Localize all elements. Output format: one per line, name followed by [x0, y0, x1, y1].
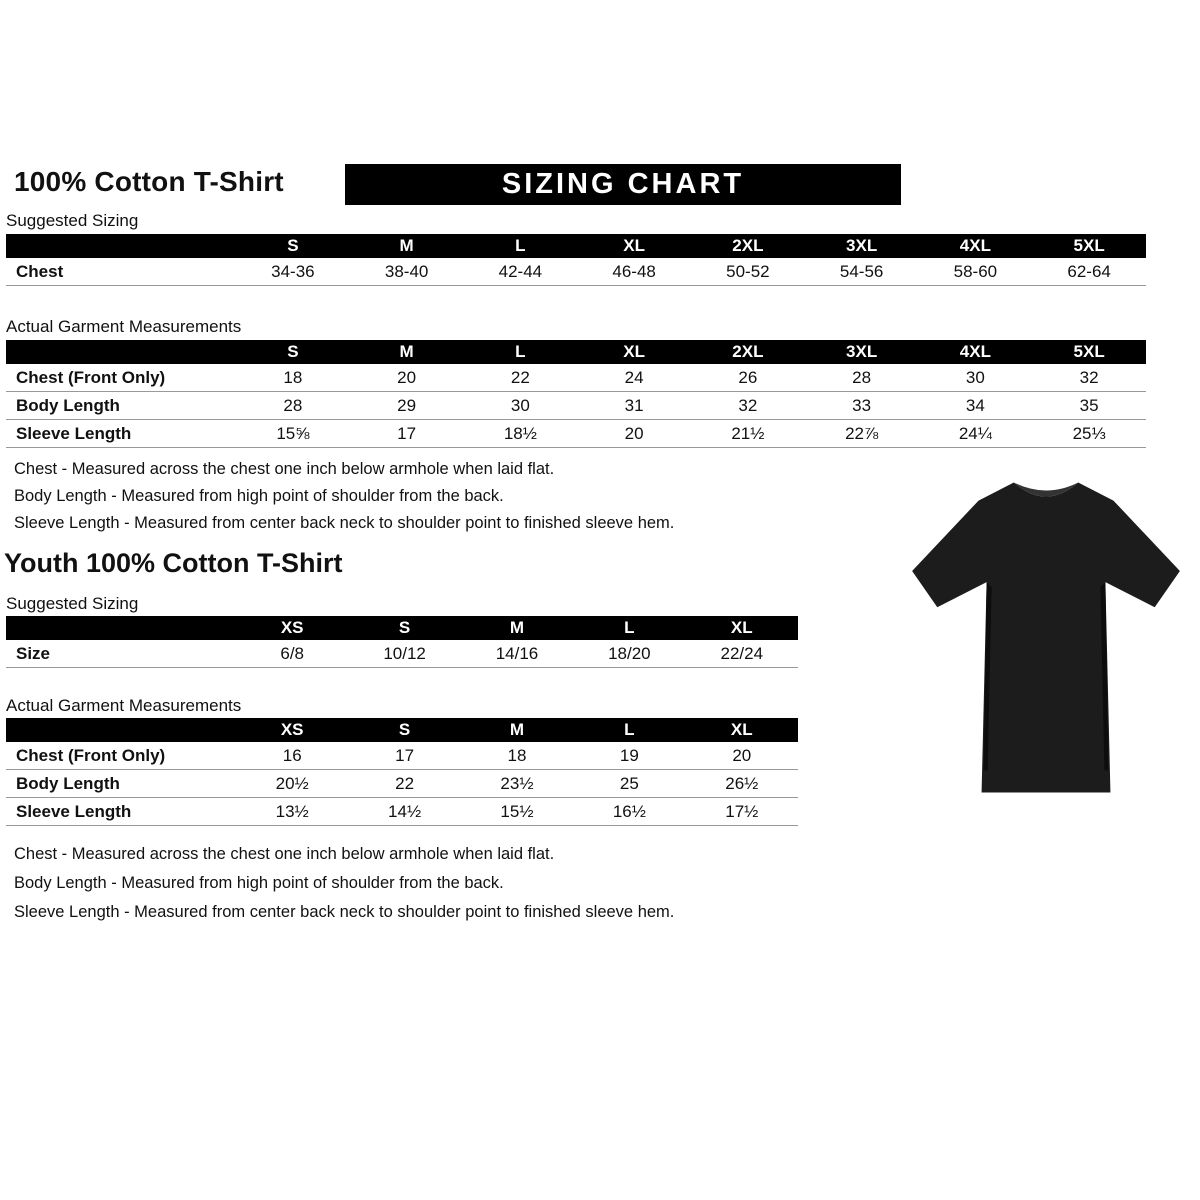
column-header-m: M: [350, 234, 464, 258]
column-header-2xl: 2XL: [691, 340, 805, 364]
youth-section-title: Youth 100% Cotton T-Shirt: [4, 548, 343, 578]
table-cell: 31: [577, 392, 691, 420]
table-cell: 20: [350, 364, 464, 392]
table-cell: 35: [1032, 392, 1146, 420]
table-cell: 58-60: [919, 258, 1033, 286]
table-cell: 20: [577, 420, 691, 448]
column-header-4xl: 4XL: [919, 234, 1033, 258]
table-cell: 26½: [686, 770, 798, 798]
table-cell: 18: [461, 742, 573, 770]
column-header-xs: XS: [236, 616, 348, 640]
column-header-3xl: 3XL: [805, 340, 919, 364]
column-header-xl: XL: [686, 616, 798, 640]
row-label: Body Length: [6, 770, 236, 798]
table-row: [6, 420, 1146, 448]
table-cell: 38-40: [350, 258, 464, 286]
youth-note-sleeve-length: Sleeve Length - Measured from center back neck to shoulder point to finished sleeve hem.: [14, 903, 675, 921]
table-cell: 15½: [461, 798, 573, 826]
table-row: [6, 258, 1146, 286]
column-header-m: M: [461, 616, 573, 640]
table-cell: 28: [805, 364, 919, 392]
table-cell: 20½: [236, 770, 348, 798]
column-header-2xl: 2XL: [691, 234, 805, 258]
table-cell: 22/24: [686, 640, 798, 668]
table-cell: 24: [577, 364, 691, 392]
table-row: [6, 392, 1146, 420]
table-header-row: [6, 616, 798, 640]
column-header-5xl: 5XL: [1032, 340, 1146, 364]
youth-suggested-sizing-table: [6, 616, 798, 668]
column-header-s: S: [348, 718, 460, 742]
table-cell: 16½: [573, 798, 685, 826]
adult-actual-measurements-label: Actual Garment Measurements: [6, 317, 242, 336]
table-cell: 20: [686, 742, 798, 770]
row-label: Chest: [6, 258, 236, 286]
youth-actual-measurements-label: Actual Garment Measurements: [6, 696, 242, 715]
table-header-row: [6, 340, 1146, 364]
table-cell: 22: [464, 364, 578, 392]
table-cell: 18½: [464, 420, 578, 448]
table-cell: 17½: [686, 798, 798, 826]
table-header-row: [6, 234, 1146, 258]
column-header-l: L: [464, 234, 578, 258]
table-cell: 6/8: [236, 640, 348, 668]
table-row: [6, 364, 1146, 392]
table-cell: 26: [691, 364, 805, 392]
table-row: [6, 640, 798, 668]
table-cell: 50-52: [691, 258, 805, 286]
tshirt-body-shape: [912, 482, 1180, 792]
table-cell: 13½: [236, 798, 348, 826]
column-header-l: L: [573, 616, 685, 640]
table-cell: 34-36: [236, 258, 350, 286]
column-header-4xl: 4XL: [919, 340, 1033, 364]
table-cell: 33: [805, 392, 919, 420]
table-cell: 17: [348, 742, 460, 770]
column-header-l: L: [464, 340, 578, 364]
row-label: Chest (Front Only): [6, 364, 236, 392]
table-cell: 22: [348, 770, 460, 798]
table-cell: 24¼: [919, 420, 1033, 448]
table-cell: 30: [919, 364, 1033, 392]
column-header-xl: XL: [577, 340, 691, 364]
column-header-xs: XS: [236, 718, 348, 742]
table-cell: 42-44: [464, 258, 578, 286]
column-header-s: S: [348, 616, 460, 640]
row-label: Sleeve Length: [6, 798, 236, 826]
table-cell: 17: [350, 420, 464, 448]
youth-note-chest: Chest - Measured across the chest one inch below armhole when laid flat.: [14, 845, 555, 863]
column-header-blank: [6, 616, 236, 640]
column-header-s: S: [236, 234, 350, 258]
table-cell: 18/20: [573, 640, 685, 668]
youth-suggested-sizing-label: Suggested Sizing: [6, 594, 139, 613]
table-cell: 25: [573, 770, 685, 798]
table-cell: 14/16: [461, 640, 573, 668]
table-cell: 19: [573, 742, 685, 770]
column-header-s: S: [236, 340, 350, 364]
adult-note-body-length: Body Length - Measured from high point of shoulder from the back.: [14, 487, 504, 505]
table-cell: 22⅞: [805, 420, 919, 448]
column-header-blank: [6, 340, 236, 364]
adult-note-sleeve-length: Sleeve Length - Measured from center back neck to shoulder point to finished sleeve hem.: [14, 514, 675, 532]
table-cell: 16: [236, 742, 348, 770]
table-cell: 34: [919, 392, 1033, 420]
table-cell: 25⅓: [1032, 420, 1146, 448]
page-title: 100% Cotton T-Shirt: [14, 166, 284, 197]
table-cell: 15⅝: [236, 420, 350, 448]
adult-actual-measurements-table: [6, 340, 1146, 448]
table-cell: 29: [350, 392, 464, 420]
table-row: [6, 798, 798, 826]
table-cell: 14½: [348, 798, 460, 826]
table-cell: 32: [1032, 364, 1146, 392]
row-label: Sleeve Length: [6, 420, 236, 448]
table-cell: 32: [691, 392, 805, 420]
row-label: Size: [6, 640, 236, 668]
sizing-chart-banner: SIZING CHART: [345, 164, 901, 205]
youth-actual-measurements-table: [6, 718, 798, 826]
table-cell: 23½: [461, 770, 573, 798]
table-cell: 21½: [691, 420, 805, 448]
adult-suggested-sizing-table: [6, 234, 1146, 286]
table-cell: 28: [236, 392, 350, 420]
youth-note-body-length: Body Length - Measured from high point of shoulder from the back.: [14, 874, 504, 892]
table-cell: 18: [236, 364, 350, 392]
table-cell: 54-56: [805, 258, 919, 286]
row-label: Chest (Front Only): [6, 742, 236, 770]
column-header-5xl: 5XL: [1032, 234, 1146, 258]
column-header-l: L: [573, 718, 685, 742]
adult-note-chest: Chest - Measured across the chest one inch below armhole when laid flat.: [14, 460, 555, 478]
tshirt-image: [895, 468, 1197, 816]
column-header-blank: [6, 718, 236, 742]
adult-suggested-sizing-label: Suggested Sizing: [6, 211, 139, 230]
table-row: [6, 770, 798, 798]
table-header-row: [6, 718, 798, 742]
column-header-xl: XL: [686, 718, 798, 742]
table-cell: 30: [464, 392, 578, 420]
table-cell: 62-64: [1032, 258, 1146, 286]
column-header-m: M: [350, 340, 464, 364]
row-label: Body Length: [6, 392, 236, 420]
table-row: [6, 742, 798, 770]
column-header-m: M: [461, 718, 573, 742]
column-header-3xl: 3XL: [805, 234, 919, 258]
table-cell: 46-48: [577, 258, 691, 286]
table-cell: 10/12: [348, 640, 460, 668]
column-header-xl: XL: [577, 234, 691, 258]
column-header-blank: [6, 234, 236, 258]
